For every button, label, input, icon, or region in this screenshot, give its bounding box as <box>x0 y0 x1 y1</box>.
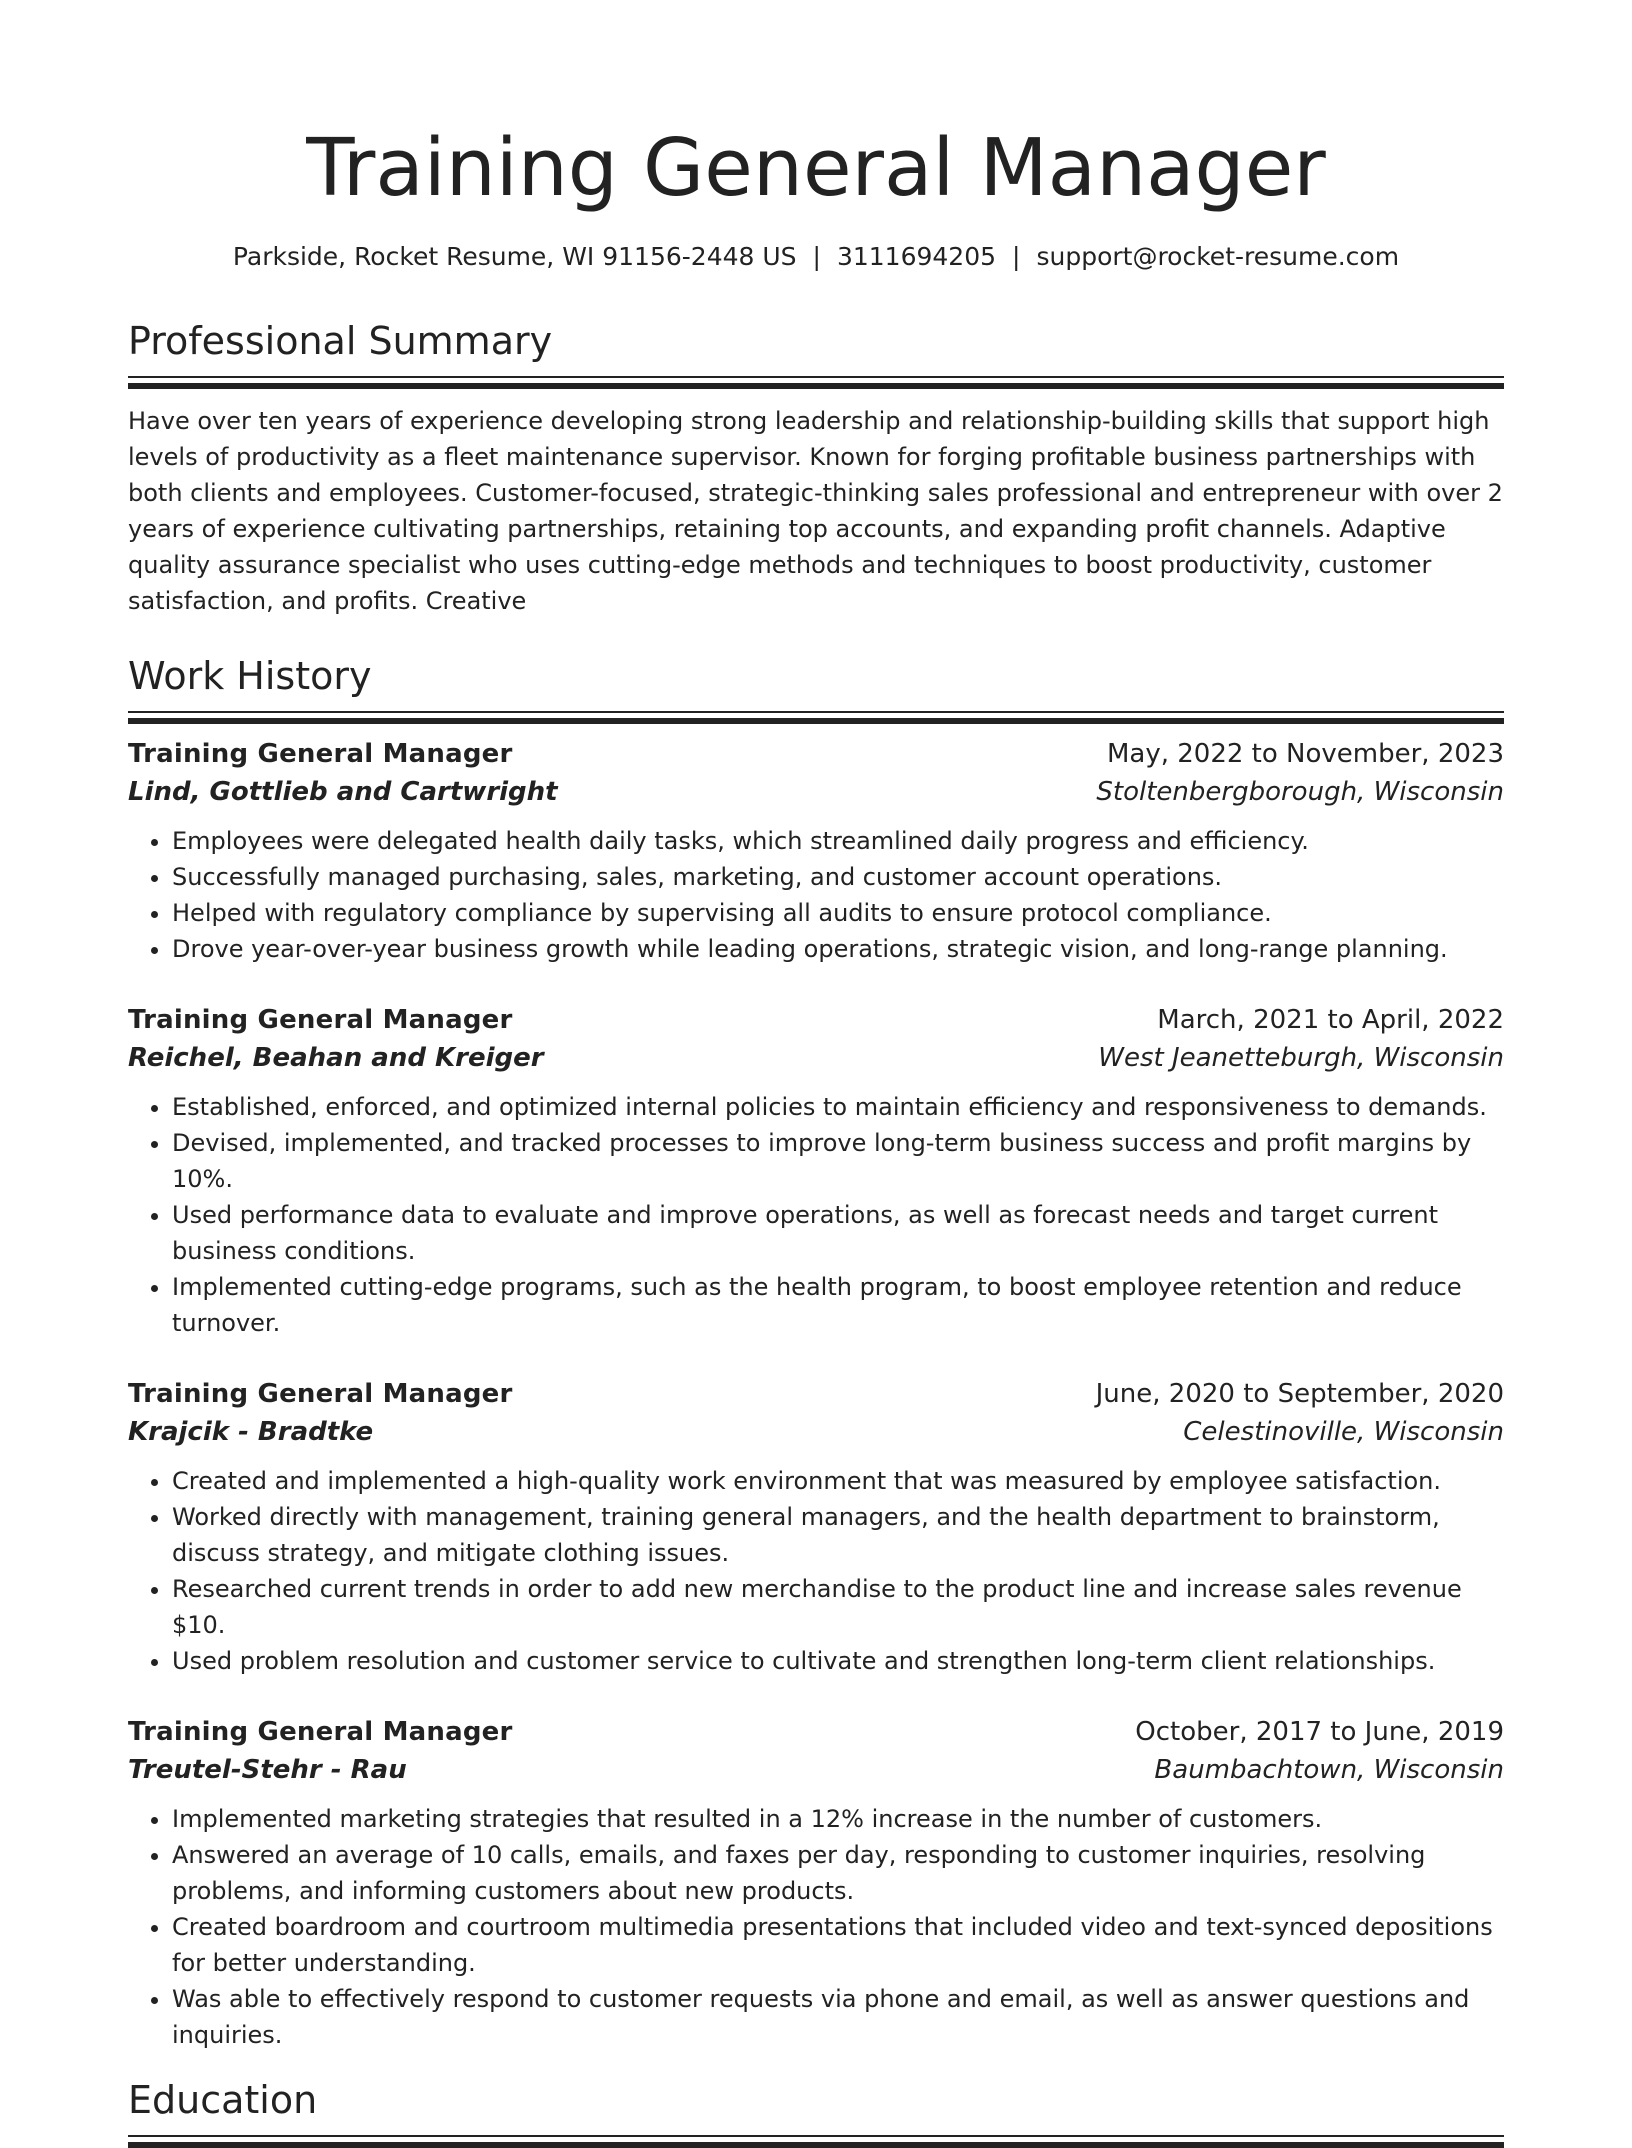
job-bullets <box>128 1089 1504 1341</box>
job-company: Reichel, Beahan and Kreiger <box>128 1043 544 1073</box>
job-title: Training General Manager <box>128 739 513 769</box>
job-entry <box>128 1375 1504 1679</box>
section-divider <box>128 376 1504 378</box>
job-title: Training General Manager <box>128 1717 513 1747</box>
job-bullets <box>128 1801 1504 2053</box>
section-divider <box>128 711 1504 713</box>
job-bullet: • Created boardroom and courtroom multimedia presentations that included video and text-synced depositions for better understanding. <box>172 1909 1504 1981</box>
section-divider <box>128 2135 1504 2137</box>
job-entry <box>128 1001 1504 1341</box>
job-entry <box>128 1713 1504 2053</box>
work-history-section <box>128 651 1504 2053</box>
job-dates: March, 2021 to April, 2022 <box>1157 1005 1504 1035</box>
job-bullet: • Answered an average of 10 calls, emails, and faxes per day, responding to customer inquiries, resolving problems, and informing customers about new products. <box>172 1837 1504 1909</box>
work-history-heading: Work History <box>128 654 372 698</box>
education-heading: Education <box>128 2078 318 2122</box>
job-bullet: • Drove year-over-year business growth while leading operations, strategic vision, and long-range planning. <box>172 931 1504 967</box>
job-bullet: • Helped with regulatory compliance by supervising all audits to ensure protocol compliance. <box>172 895 1504 931</box>
job-dates: June, 2020 to September, 2020 <box>1095 1379 1504 1409</box>
job-entry <box>128 735 1504 967</box>
job-bullet: • Established, enforced, and optimized internal policies to maintain efficiency and responsiveness to demands. <box>172 1089 1504 1125</box>
job-bullet: • Researched current trends in order to add new merchandise to the product line and increase sales revenue $10. <box>172 1571 1504 1643</box>
job-bullet: • Used performance data to evaluate and improve operations, as well as forecast needs and target current business conditions. <box>172 1197 1504 1269</box>
job-bullet: • Was able to effectively respond to customer requests via phone and email, as well as answer questions and inquiries. <box>172 1981 1504 2053</box>
job-location: West Jeanetteburgh, Wisconsin <box>1098 1043 1504 1073</box>
contact-email: support@rocket-resume.com <box>1036 242 1400 271</box>
job-company: Lind, Gottlieb and Cartwright <box>128 777 558 807</box>
job-title: Training General Manager <box>128 1379 513 1409</box>
job-bullet: • Worked directly with management, training general managers, and the health department to brainstorm, discuss strategy, and mitigate clothing issues. <box>172 1499 1504 1571</box>
education-section <box>128 2075 1504 2137</box>
contact-separator: | <box>1012 242 1021 271</box>
job-location: Baumbachtown, Wisconsin <box>1154 1755 1504 1785</box>
job-bullet: • Implemented cutting-edge programs, such as the health program, to boost employee retention and reduce turnover. <box>172 1269 1504 1341</box>
job-location: Stoltenbergborough, Wisconsin <box>1096 777 1504 807</box>
job-location: Celestinoville, Wisconsin <box>1183 1417 1504 1447</box>
contact-separator: | <box>812 242 821 271</box>
job-bullet: • Implemented marketing strategies that resulted in a 12% increase in the number of customers. <box>172 1801 1504 1837</box>
summary-text: Have over ten years of experience developing strong leadership and relationship-building skills that support high levels of productivity as a fleet maintenance supervisor. Known for forging profitable business partnerships with both clients and employees. Customer-focused, strategic-thinking sales professional and entrepreneur with over 2 years of experience cultivating partnerships, retaining top accounts, and expanding profit channels. Adaptive quality assurance specialist who uses cutting-edge methods and techniques to boost productivity, customer satisfaction, and profits. Creative <box>128 407 1503 615</box>
job-bullets <box>128 823 1504 967</box>
job-title: Training General Manager <box>128 1005 513 1035</box>
job-bullet: • Successfully managed purchasing, sales, marketing, and customer account operations. <box>172 859 1504 895</box>
job-dates: October, 2017 to June, 2019 <box>1135 1717 1504 1747</box>
job-bullet: • Used problem resolution and customer service to cultivate and strengthen long-term client relationships. <box>172 1643 1504 1679</box>
job-bullet: • Devised, implemented, and tracked processes to improve long-term business success and profit margins by 10%. <box>172 1125 1504 1197</box>
job-dates: May, 2022 to November, 2023 <box>1106 739 1504 769</box>
job-bullets <box>128 1463 1504 1679</box>
contact-address: Parkside, Rocket Resume, WI 91156-2448 US <box>232 242 797 271</box>
job-bullet: • Employees were delegated health daily tasks, which streamlined daily progress and efficiency. <box>172 823 1504 859</box>
resume-name: Training General Manager <box>306 122 1326 214</box>
job-bullet: • Created and implemented a high-quality work environment that was measured by employee satisfaction. <box>172 1463 1504 1499</box>
contact-line <box>128 240 1504 274</box>
summary-section <box>128 316 1504 619</box>
summary-heading: Professional Summary <box>128 319 553 363</box>
job-company: Krajcik - Bradtke <box>128 1417 374 1447</box>
job-company: Treutel-Stehr - Rau <box>128 1755 407 1785</box>
contact-phone: 3111694205 <box>836 242 997 271</box>
